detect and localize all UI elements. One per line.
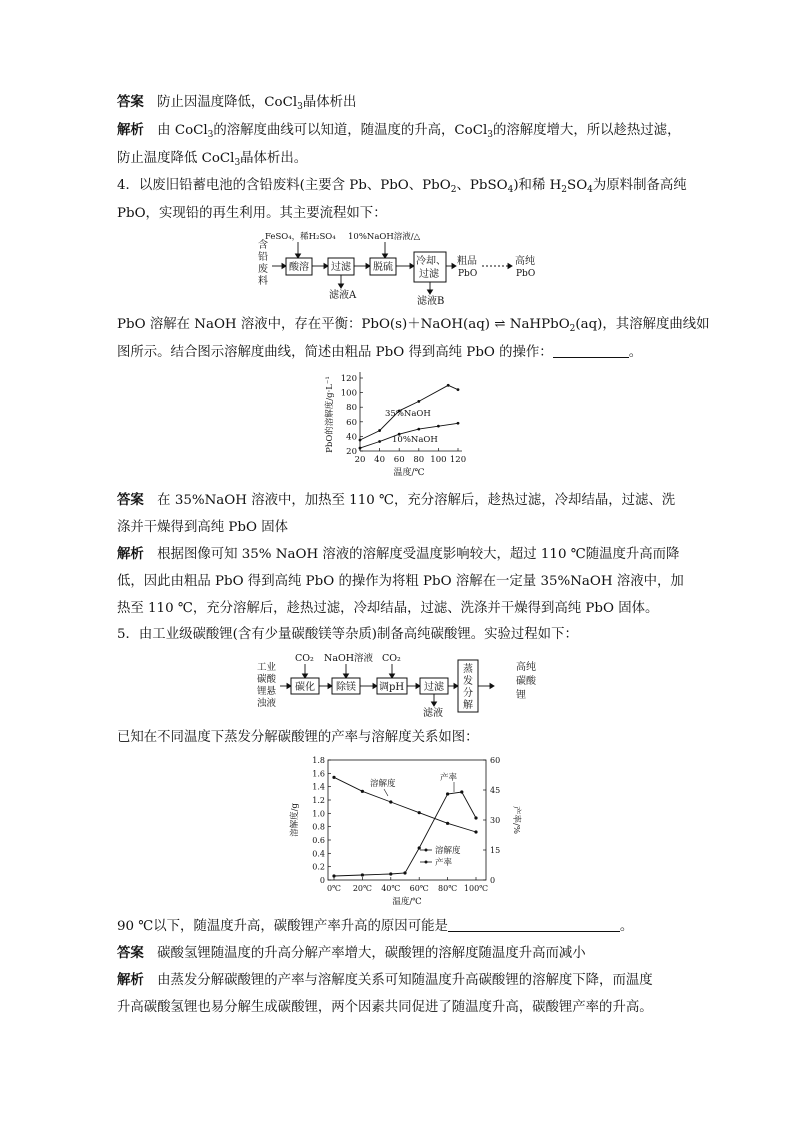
flow-reagent-2: 10%NaOH溶液/△ (348, 232, 421, 242)
yield-point (361, 873, 364, 876)
yield-point (332, 874, 335, 877)
x-axis-label: 温度/℃ (392, 897, 422, 907)
q5-analysis-2: 升高碳酸氢锂也易分解生成碳酸锂，两个因素共同促进了随温度升高，碳酸锂产率的升高。 (117, 1000, 653, 1015)
y-right-tick-label: 15 (490, 846, 501, 855)
flow5-filtrate: 滤液 (423, 708, 443, 719)
analysis-label: 解析 (117, 547, 144, 562)
yield-point (389, 872, 392, 875)
analysis-label: 解析 (117, 123, 144, 138)
solubility-point (361, 790, 364, 793)
flow-step-4b: 过滤 (419, 269, 439, 280)
q3-analysis-1: 解析 由 CoCl$_3$的溶解度曲线可以知道，随温度的升高，CoCl$_3$的溶解度增大，所以趁热过滤， (117, 123, 681, 140)
q4-stem-1: 4．以废旧铅蓄电池的含铅废料(主要含 Pb、PbO、PbO$_2$、PbSO$_4$)和稀 $H_2SO_4$为原料制备高纯 (117, 178, 687, 195)
x-tick-label: 80 (413, 455, 425, 465)
flow5-reagent-2: NaOH溶液 (324, 653, 374, 664)
flow5-step-5c: 分 (463, 688, 473, 699)
flow5-step-2: 除镁 (336, 682, 356, 693)
solubility-point (474, 830, 477, 833)
series-label: 35%NaOH (385, 409, 431, 419)
y-left-tick-label: 0.2 (312, 862, 325, 872)
y-left-tick-label: 0.8 (312, 822, 325, 832)
flow-source-2: 铅 (258, 252, 268, 263)
flow-step-3: 脱硫 (373, 262, 393, 273)
q4-stem-2: PbO，实现铅的再生利用。其主要流程如下： (117, 206, 387, 221)
flow5-source-3: 锂悬 (257, 686, 277, 697)
legend-label-solubility: 溶解度 (435, 846, 461, 856)
y-right-axis-label: 产率/% (511, 806, 521, 834)
series-label: 10%NaOH (392, 435, 438, 445)
solubility-point (389, 800, 392, 803)
y-tick-label: 60 (346, 417, 357, 428)
y-tick-label: 100 (340, 388, 357, 399)
answer-blank (553, 343, 629, 358)
annotation-leader (384, 789, 388, 796)
flow-product-1a: 粗品 (457, 256, 477, 267)
y-left-tick-label: 0 (319, 876, 325, 885)
flow-product-1b: PbO (458, 269, 478, 279)
data-point (447, 384, 450, 387)
legend-label-yield: 产率 (435, 858, 453, 868)
y-tick-label: 20 (346, 447, 357, 457)
flow5-step-1: 碳化 (295, 682, 315, 693)
q3-analysis-2: 防止温度降低 CoCl$_3$晶体析出。 (117, 151, 308, 168)
x-tick-label: 60 (393, 455, 405, 465)
y-right-tick-label: 45 (490, 786, 501, 795)
flow-product-2a: 高纯 (515, 256, 535, 267)
answer-label: 答案 (117, 493, 144, 508)
answer-label: 答案 (117, 95, 144, 110)
answer-label: 答案 (117, 946, 144, 961)
q4-text-3: 图所示。结合图示溶解度曲线，简述由粗品 PbO 得到高纯 PbO 的操作： 。 (117, 345, 643, 360)
yield-point (474, 816, 477, 819)
q5-text-2: 已知在不同温度下蒸发分解碳酸锂的产率与溶解度关系如图： (117, 730, 479, 745)
q4-answer-1: 答案 在 35%NaOH 溶液中，加热至 110 ℃，充分溶解后，趁热过滤，冷却结晶，过滤、洗 (117, 493, 676, 508)
x-tick-label: 40 (374, 455, 386, 465)
q4-analysis-3: 热至 110 ℃，充分溶解后，趁热过滤，冷却结晶，过滤、洗涤并干燥得到高纯 PbO 固体。 (117, 601, 659, 616)
yield-point (446, 792, 449, 795)
y-tick-label: 40 (346, 432, 357, 443)
flow-source-4: 料 (258, 276, 268, 287)
data-point (378, 429, 381, 432)
plot-frame (328, 760, 486, 880)
y-left-tick-label: 0.4 (312, 849, 325, 859)
flow5-reagent-3: CO₂ (382, 653, 401, 664)
pbo-solubility-chart (320, 368, 480, 480)
data-point (457, 388, 460, 391)
q4-analysis-2: 低，因此由粗品 PbO 得到高纯 PbO 的操作为将粗 PbO 溶解在一定量 35%NaOH 溶液中，加 (117, 574, 684, 589)
analysis-label: 解析 (117, 973, 144, 988)
x-tick-label: 120 (449, 455, 467, 465)
annotation-solubility: 溶解度 (370, 779, 396, 789)
x-tick-label: 20 (354, 455, 366, 465)
q5-question: 90 ℃以下，随温度升高，碳酸锂产率升高的原因可能是 。 (117, 919, 634, 934)
flow5-product-1: 高纯 (516, 662, 536, 673)
flow-source-3: 废 (258, 264, 268, 275)
flow5-product-3: 锂 (516, 690, 526, 701)
solubility-line (334, 777, 476, 832)
flow-step-2: 过滤 (331, 262, 351, 273)
flow-step-1: 酸溶 (289, 262, 309, 273)
x-tick-label: 20℃ (352, 884, 372, 893)
q4-text-2: PbO 溶解在 NaOH 溶液中，存在平衡：PbO(s)＋NaOH(aq) ⇌ NaHPbO$_2$(aq)，其溶解度曲线如 (117, 317, 710, 334)
x-tick-label: 0℃ (326, 884, 342, 893)
flow5-step-5d: 解 (463, 700, 473, 711)
y-tick-label: 80 (346, 403, 357, 414)
x-axis-label: 温度/℃ (393, 468, 425, 478)
legend-marker-solubility (425, 849, 428, 852)
data-point (457, 422, 460, 425)
data-point (417, 400, 420, 403)
yield-point (418, 846, 421, 849)
yield-point (403, 871, 406, 874)
y-right-tick-label: 0 (490, 876, 496, 885)
q5-flow-diagram (250, 650, 560, 720)
li2co3-yield-solubility-chart (284, 752, 526, 912)
solubility-point (332, 776, 335, 779)
flow-step-4a: 冷却、 (416, 256, 446, 267)
flow5-source-4: 浊液 (257, 698, 277, 709)
solubility-point (418, 811, 421, 814)
y-left-tick-label: 1.6 (312, 769, 325, 779)
y-axis-label: PbO的溶解度/g·L⁻¹ (325, 376, 335, 453)
answer-blank (448, 917, 620, 932)
flow5-step-3: 调pH (379, 682, 405, 693)
q4-analysis-1: 解析 根据图像可知 35% NaOH 溶液的溶解度受温度影响较大，超过 110 ℃随温度升高而降 (117, 547, 680, 562)
flow-filtrate-a: 滤液A (329, 290, 357, 301)
x-tick-label: 40℃ (381, 884, 401, 893)
data-point (359, 439, 362, 442)
annotation-yield: 产率 (440, 773, 458, 783)
flow5-source-2: 碳酸 (257, 674, 277, 685)
flow5-product-2: 碳酸 (516, 676, 536, 687)
solubility-point (446, 822, 449, 825)
flow5-source-1: 工业 (257, 662, 277, 673)
yield-line (334, 792, 476, 876)
flow5-step-5a: 蒸 (463, 664, 473, 675)
flow-source-1: 含 (258, 240, 268, 251)
flow-reagent-1: FeSO₄，稀H₂SO₄ (265, 232, 336, 242)
y-left-tick-label: 1.2 (312, 796, 325, 805)
q3-answer: 答案 防止因温度降低，CoCl$_3$晶体析出 (117, 95, 357, 112)
y-left-axis-label: 溶解度/g (290, 803, 300, 837)
q5-stem: 5．由工业级碳酸锂(含有少量碳酸镁等杂质)制备高纯碳酸锂。实验过程如下： (117, 627, 578, 642)
y-left-tick-label: 0.6 (312, 836, 325, 845)
flow5-step-5b: 发 (463, 676, 473, 687)
y-right-tick-label: 30 (490, 816, 501, 825)
flow-product-2b: PbO (516, 269, 536, 279)
y-right-tick-label: 60 (490, 756, 501, 765)
legend-marker-yield (425, 861, 428, 864)
yield-point (460, 790, 463, 793)
x-tick-label: 100 (430, 455, 447, 465)
x-tick-label: 100℃ (463, 884, 489, 893)
flow-filtrate-b: 滤液B (417, 296, 445, 307)
y-left-tick-label: 1.4 (312, 782, 325, 792)
q4-flow-diagram (250, 228, 550, 310)
y-tick-label: 120 (340, 374, 357, 384)
q4-answer-2: 涤并干燥得到高纯 PbO 固体 (117, 520, 288, 535)
flow5-reagent-1: CO₂ (295, 653, 314, 664)
x-tick-label: 80℃ (438, 884, 458, 893)
data-point (359, 447, 362, 450)
q5-analysis-1: 解析 由蒸发分解碳酸锂的产率与溶解度关系可知随温度升高碳酸锂的溶解度下降，而温度 (117, 973, 653, 988)
data-point (378, 440, 381, 443)
flow5-step-4: 过滤 (424, 682, 444, 693)
data-point (417, 428, 420, 431)
y-left-tick-label: 1.8 (312, 756, 325, 765)
data-point (437, 425, 440, 428)
y-left-tick-label: 1.0 (312, 809, 325, 819)
x-tick-label: 60℃ (409, 884, 429, 893)
q5-answer: 答案 碳酸氢锂随温度的升高分解产率增大，碳酸锂的溶解度随温度升高而减小 (117, 946, 586, 961)
